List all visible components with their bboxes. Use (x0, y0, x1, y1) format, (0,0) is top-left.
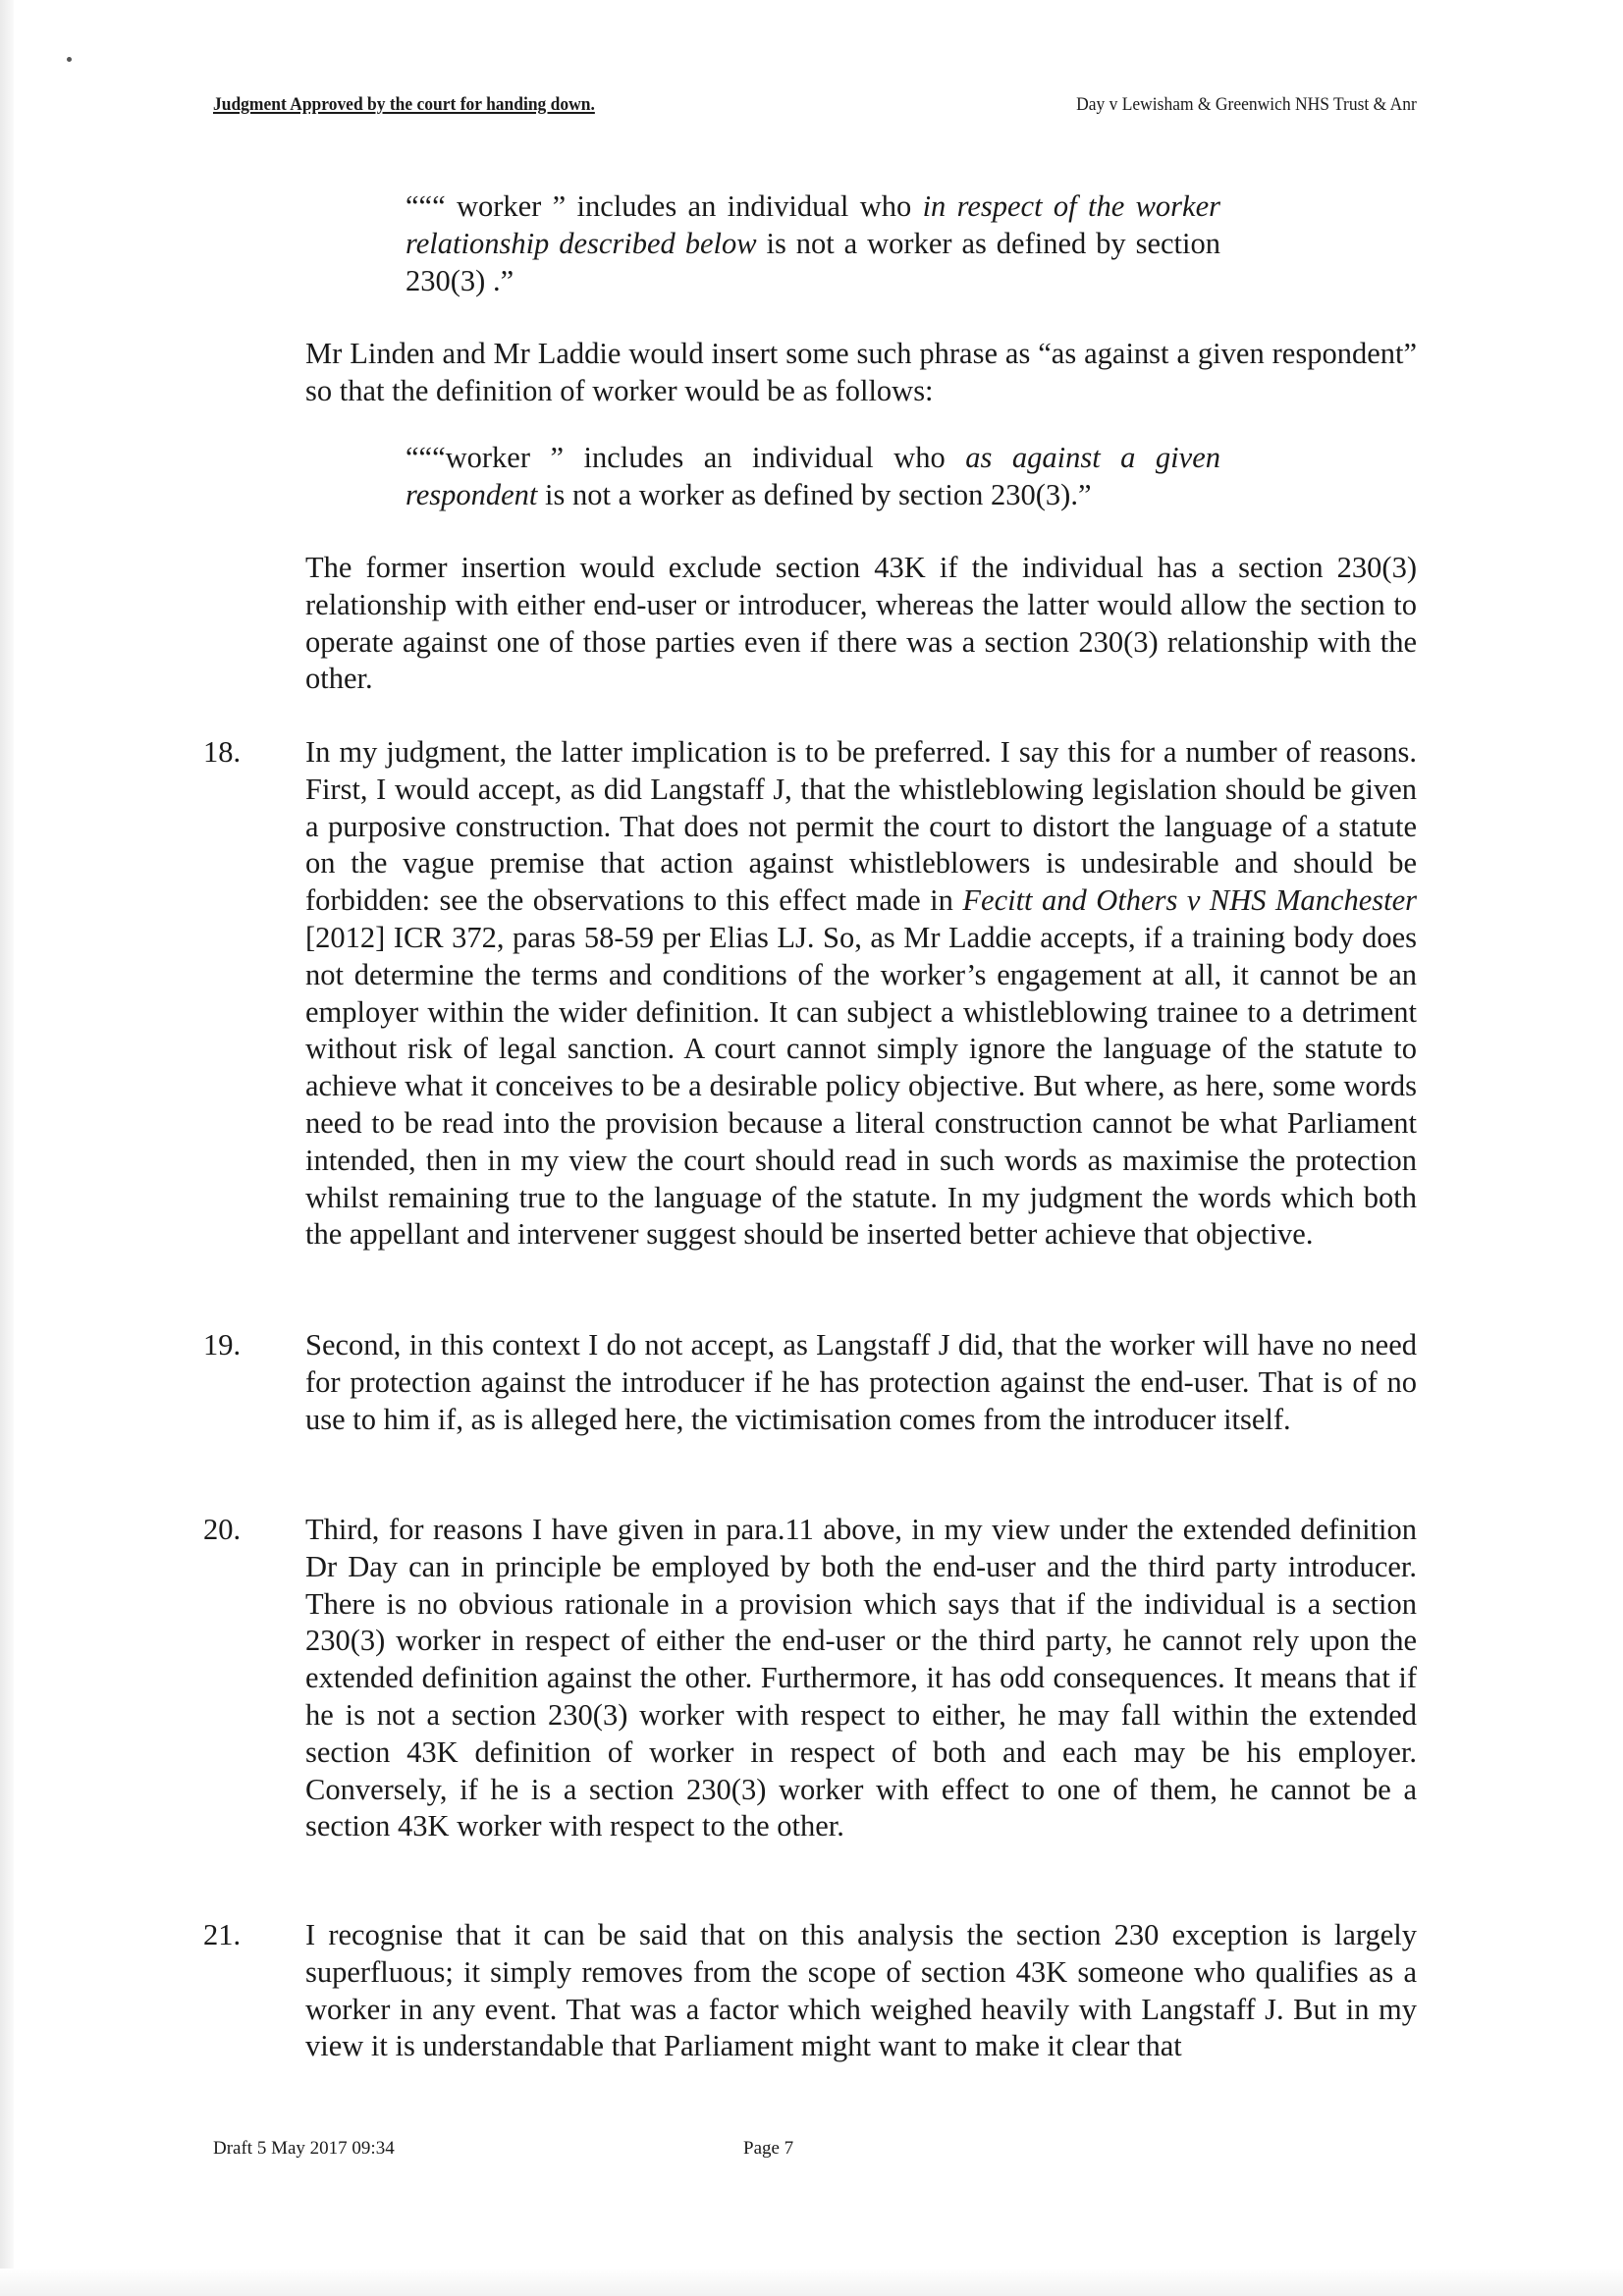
footer-draft-date: Draft 5 May 2017 09:34 (213, 2138, 395, 2159)
header-approval-note: Judgment Approved by the court for handing down. (213, 94, 595, 115)
paragraph-number: 21. (203, 1918, 242, 1951)
paragraph-number: 19. (203, 1328, 242, 1362)
paragraph-text: Third, for reasons I have given in para.11 above, in my view under the extended definition Dr Day can in principle be employed by both the end-user and the third party introducer. There is no obvious rationale in a provision which says that if the individual is a section 230(3) worker in respect of either the end-user or the third party, he cannot rely upon the extended definition against the other. Furthermore, it has odd consequences. It means that if he is not a section 230(3) worker with respect to either, he may fall within the extended section 43K definition of worker in respect of both and each may be his employer. Conversely, if he is a section 230(3) worker with effect to one of them, he cannot be a section 43K worker with respect to the other. (305, 1513, 1417, 1843)
header-case-name: Day v Lewisham & Greenwich NHS Trust & Anr (1076, 94, 1417, 115)
paragraph-text: [2012] ICR 372, paras 58-59 per Elias LJ. So, as Mr Laddie accepts, if a training body does not determine the terms and conditions of the worker’s engagement at all, it cannot be an employer within the wider definition. It can subject a whistleblowing trainee to a detriment without risk of legal sanction. A court cannot simply ignore the language of the statute to achieve what it conceives to be a desirable policy objective. But where, as here, some words need to be read into the provision because a literal construction cannot be what Parliament intended, then in my view the court should read in such words as maximise the protection whilst remaining true to the language of the statute. In my judgment the words which both the appellant and intervener suggest should be inserted better achieve that objective. (305, 920, 1417, 1252)
quote-italic: as against a given respondent (406, 441, 1220, 511)
paragraph-linden: Mr Linden and Mr Laddie would insert some such phrase as “as against a given respondent” so that the definition of worker would be as follows: (305, 337, 1417, 407)
footer-page-number: Page 7 (743, 2138, 794, 2159)
quote-text: “““worker ” includes an individual who (406, 441, 966, 474)
paragraph-content (305, 734, 1417, 1254)
case-citation: Fecitt and Others v NHS Manchester (962, 883, 1417, 918)
paragraph-number: 20. (203, 1513, 242, 1546)
quote-text: “““ worker ” includes an individual who (406, 189, 923, 223)
numbered-paragraph (203, 1917, 1417, 2065)
quote-text: is not a worker as defined by section 230(3).” (537, 477, 1092, 511)
quote-italic: in respect of the worker relationship described below (406, 189, 1220, 260)
paragraph-former-insertion: The former insertion would exclude section 43K if the individual has a section 230(3) relationship with either end-user or introducer, whereas the latter would allow the section to operate against one of those parties even if there was a section 230(3) relationship with the other. (305, 551, 1417, 696)
numbered-paragraph (203, 1327, 1417, 1438)
quoted-definition-1 (406, 188, 1220, 299)
scan-speck (67, 57, 72, 62)
paragraph-content (305, 1917, 1417, 2065)
paragraph-content (305, 1512, 1417, 1845)
numbered-paragraph (203, 1512, 1417, 1845)
quoted-definition-2 (406, 440, 1220, 514)
paragraph-text: I recognise that it can be said that on this analysis the section 230 exception is largely superfluous; it simply removes from the scope of section 43K someone who qualifies as a worker in any event. That was a factor which weighed heavily with Langstaff J. But in my view it is understandable that Parliament might want to make it clear that (305, 1918, 1417, 2063)
scan-edge-shadow (0, 0, 14, 2296)
scan-bottom-shadow (0, 2269, 1623, 2296)
numbered-paragraph (203, 734, 1417, 1254)
paragraph-text: In my judgment, the latter implication is to be preferred. I say this for a number of reasons. First, I would accept, as did Langstaff J, that the whistleblowing legislation should be given a purposive construction. That does not permit the court to distort the language of a statute on the vague premise that action against whistleblowers is undesirable and should be forbidden: see the observations to this effect made in (305, 735, 1417, 918)
quote-text: is not a worker as defined by section 230(3) .” (406, 226, 1220, 297)
paragraph-content (305, 1327, 1417, 1438)
paragraph-number: 18. (203, 735, 242, 769)
paragraph-text: Second, in this context I do not accept, as Langstaff J did, that the worker will have no need for protection against the introducer if he has protection against the end-user. That is of no use to him if, as is alleged here, the victimisation comes from the introducer itself. (305, 1328, 1417, 1436)
